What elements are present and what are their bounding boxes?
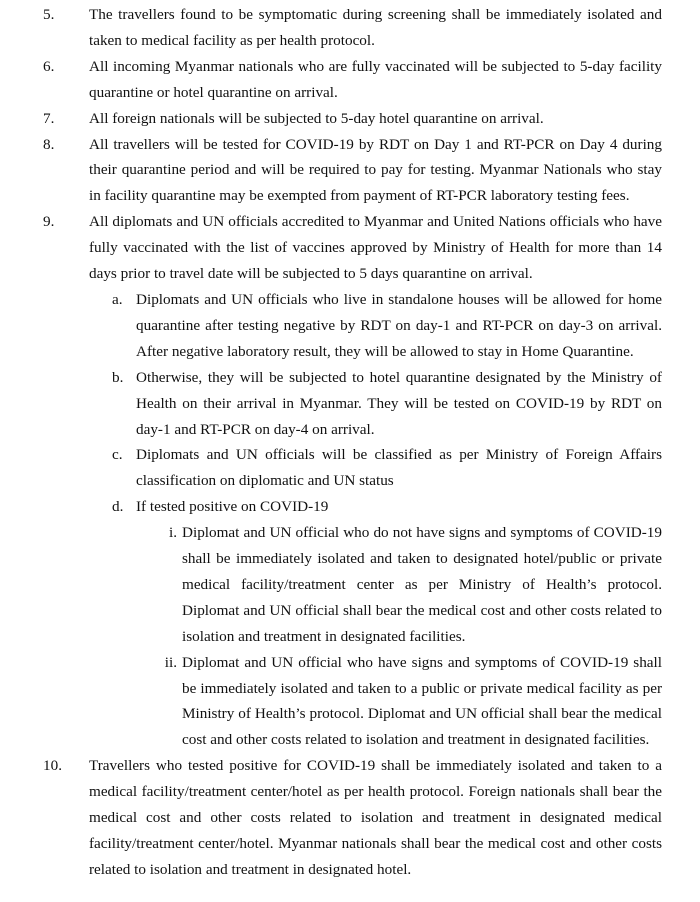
item-number: 8. [43,135,55,153]
list-item-10 [0,753,700,883]
sub-item-letter: b. [112,368,124,386]
sub-item-b [0,365,700,443]
sub-item-d [0,494,700,520]
sub-item-text: Diplomats and UN officials who live in standalone houses will be allowed for home quarantine after testing negative by RDT on day-1 and RT-PCR on day-3 on arrival. After negative laboratory result, they will be allowed to stay in Home Quarantine. [136,290,662,360]
sub-item-letter: d. [112,498,124,516]
sub-item-text: Diplomats and UN officials will be classified as per Ministry of Foreign Affairs classification on diplomatic and UN status [136,446,662,490]
item-text: The travellers found to be symptomatic during screening shall be immediately isolated and taken to medical facility as per health protocol. [89,6,662,49]
item-number: 5. [43,6,55,23]
item-text: All travellers will be tested for COVID-19 by RDT on Day 1 and RT-PCR on Day 4 during their quarantine period and will be required to pay for testing. Myanmar Nationals who stay in facility quarantine may be exempted from payment of RT-PCR laboratory testing fees. [89,135,662,205]
sub-item-c [0,442,700,494]
sub-item-a [0,287,700,365]
sub-sub-item-text: Diplomat and UN official who do not have signs and symptoms of COVID-19 shall be immediately isolated and taken to designated hotel/public or private medical facility/treatment center as per Ministry of Health’s protocol. Diplomat and UN official shall bear the medical cost and other costs related to isolation and treatment in designated facilities. [182,524,662,645]
roman-numeral: ii. [164,653,177,671]
sub-item-letter: c. [112,446,123,464]
list-item-9 [0,209,700,287]
roman-numeral: i. [168,524,177,542]
item-text: All diplomats and UN officials accredited to Myanmar and United Nations officials who have fully vaccinated with the list of vaccines approved by Ministry of Health for more than 14 days prior to travel date will be subjected to 5 days quarantine on arrival. [89,213,662,283]
list-item-6 [0,54,700,106]
sub-item-text: Otherwise, they will be subjected to hotel quarantine designated by the Ministry of Health on their arrival in Myanmar. They will be tested on COVID-19 by RDT on day-1 and RT-PCR on day-4 on arrival. [136,368,662,438]
item-text: All incoming Myanmar nationals who are fully vaccinated will be subjected to 5-day facility quarantine or hotel quarantine on arrival. [89,57,662,101]
item-text: All foreign nationals will be subjected to 5-day hotel quarantine on arrival. [89,109,544,127]
item-number: 10. [43,757,62,775]
list-item-8 [0,132,700,210]
item-number: 6. [43,57,55,75]
list-item-5 [0,2,700,54]
sub-sub-item-ii [0,650,700,754]
sub-item-letter: a. [112,290,123,308]
sub-sub-item-text: Diplomat and UN official who have signs and symptoms of COVID-19 shall be immediately isolated and taken to a public or private medical facility as per Ministry of Health’s protocol. Diplomat and UN official shall bear the medical cost and other costs related to isolation and treatment in designated facilities. [182,653,662,749]
item-number: 9. [43,213,55,231]
document-body [0,2,700,883]
sub-sub-item-i [0,520,700,650]
list-item-7 [0,106,700,132]
sub-item-text: If tested positive on COVID-19 [136,498,329,516]
item-number: 7. [43,109,55,127]
item-text: Travellers who tested positive for COVID-19 shall be immediately isolated and taken to a medical facility/treatment center/hotel as per health protocol. Foreign nationals shall bear the medical cost and other costs related to isolation and treatment in designated medical facility/treatment center/hotel. Myanmar nationals shall bear the medical cost and other costs related to isolation and treatment in designated hotel. [89,757,662,878]
